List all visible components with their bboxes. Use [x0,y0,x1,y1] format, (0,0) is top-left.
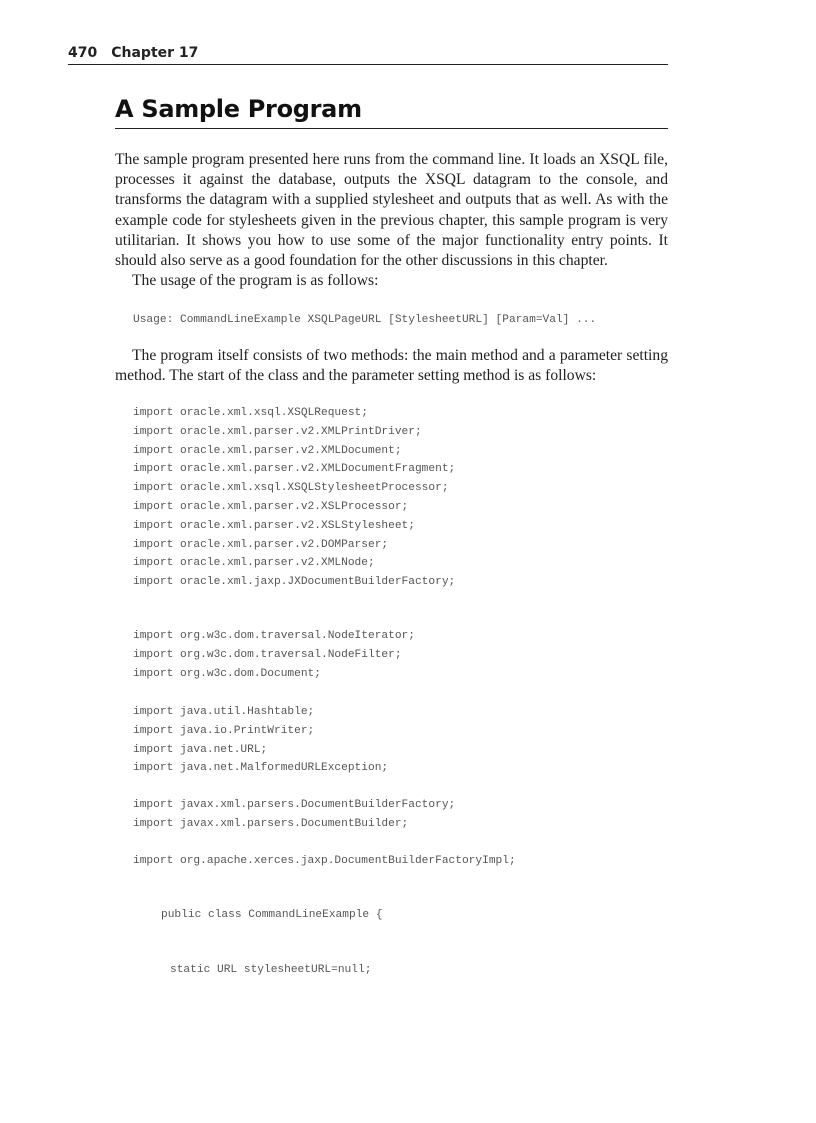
running-header [68,44,668,65]
intro-paragraph: The sample program presented here runs from the command line. It loads an XSQL file, processes it against the database, outputs the XSQL datagram to the console, and transforms the datagram with a supplied stylesheet and outputs that as well. As with the example code for stylesheets given in the previous chapter, this sample program is very utilitarian. It shows you how to use some of the major functionality entry points. It should also serve as a good foundation for the other discussions in this chapter. [115,151,668,270]
page-number: 470 [68,45,98,61]
methods-paragraph: The program itself consists of two methods: the main method and a parameter setting method. The start of the class and the parameter setting method is as follows: [115,347,668,385]
code-imports-java: import java.util.Hashtable; import java.io.PrintWriter; import java.net.URL; import java.net.MalformedURLException; [133,706,389,775]
code-field-declaration: static URL stylesheetURL=null; [170,964,372,976]
usage-code: Usage: CommandLineExample XSQLPageURL [StylesheetURL] [Param=Val] ... [133,314,597,326]
code-imports-oracle: import oracle.xml.xsql.XSQLRequest; import oracle.xml.parser.v2.XMLPrintDriver; import oracle.xml.parser.v2.XMLDocument; import oracle.xml.parser.v2.XMLDocumentFragment; import oracle.xml.xsql.XSQLStylesheetProcessor; import oracle.xml.parser.v2.XSLProcessor; import oracle.xml.parser.v2.XSLStylesheet; import oracle.xml.parser.v2.DOMParser; import oracle.xml.parser.v2.XMLNode; import oracle.xml.jaxp.JXDocumentBuilderFactory; [133,407,456,589]
usage-lead-paragraph: The usage of the program is as follows: [132,272,379,289]
code-imports-w3c: import org.w3c.dom.traversal.NodeIterator; import org.w3c.dom.traversal.NodeFilter; import org.w3c.dom.Document; [133,630,415,680]
code-class-declaration: public class CommandLineExample { [161,909,383,921]
code-imports-javax: import javax.xml.parsers.DocumentBuilderFactory; import javax.xml.parsers.DocumentBuilder; [133,799,456,830]
chapter-label: Chapter 17 [111,45,199,61]
section-title: A Sample Program [115,94,668,129]
code-imports-apache: import org.apache.xerces.jaxp.DocumentBuilderFactoryImpl; [133,855,516,867]
